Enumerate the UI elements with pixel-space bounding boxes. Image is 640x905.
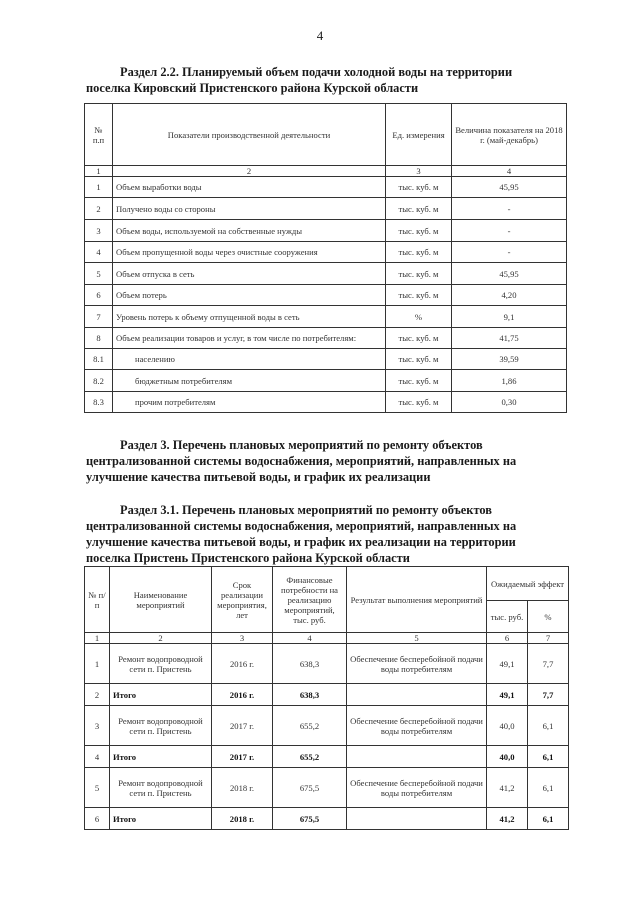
result: [347, 684, 487, 706]
row-number: 8.2: [85, 370, 113, 392]
col-number: 2: [110, 633, 212, 644]
table-header-row: [85, 104, 567, 166]
total-row: [85, 808, 569, 830]
result: [347, 808, 487, 830]
value: -: [452, 242, 567, 263]
unit: %: [386, 306, 452, 328]
finance: 675,5: [273, 808, 347, 830]
effect-pct: 6,1: [528, 706, 569, 746]
cold-water-table: [84, 103, 567, 413]
period: 2016 г.: [212, 644, 273, 684]
row-number: 2: [85, 198, 113, 220]
indicator-name: Объем воды, используемой на собственные нужды: [113, 220, 386, 242]
row-number: 8.3: [85, 392, 113, 413]
effect-rub: 49,1: [487, 684, 528, 706]
header-indicator: Показатели производственной деятельности: [113, 104, 386, 166]
measure-name: Ремонт водопроводной сети п. Пристень: [110, 768, 212, 808]
col-number: 7: [528, 633, 569, 644]
period: 2018 г.: [212, 768, 273, 808]
row-number: 1: [85, 177, 113, 198]
effect-pct: 6,1: [528, 746, 569, 768]
header-name: Наименование мероприятий: [110, 567, 212, 633]
unit: тыс. куб. м: [386, 370, 452, 392]
value: -: [452, 220, 567, 242]
title-line: Раздел 3.1. Перечень плановых мероприятий по ремонту объектов: [120, 503, 492, 517]
result: Обеспечение бесперебойной подачи воды потребителям: [347, 768, 487, 808]
row-number: 4: [85, 746, 110, 768]
header-finance: Финансовые потребности на реализацию мероприятий, тыс. руб.: [273, 567, 347, 633]
row-number: 3: [85, 706, 110, 746]
header-num: № п.п: [85, 104, 113, 166]
col-number: 5: [347, 633, 487, 644]
row-number: 5: [85, 263, 113, 285]
effect-rub: 41,2: [487, 768, 528, 808]
table-row: [85, 644, 569, 684]
value: 39,59: [452, 349, 567, 370]
indicator-name: прочим потребителям: [113, 392, 386, 413]
title-line: улучшение качества питьевой воды, и график их реализации на территории: [86, 535, 516, 549]
table-row: [85, 198, 567, 220]
table-row: [85, 242, 567, 263]
measure-name: Итого: [110, 808, 212, 830]
total-row: [85, 746, 569, 768]
total-row: [85, 684, 569, 706]
title-line: поселка Кировский Пристенского района Курской области: [86, 81, 419, 95]
unit: тыс. куб. м: [386, 242, 452, 263]
row-number: 6: [85, 808, 110, 830]
period: 2017 г.: [212, 706, 273, 746]
indicator-name: бюджетным потребителям: [113, 370, 386, 392]
table-row: [85, 328, 567, 349]
page-number: 4: [316, 28, 324, 43]
col-number: 4: [273, 633, 347, 644]
row-number: 8: [85, 328, 113, 349]
header-value: Величина показателя на 2018 г. (май-декабрь): [452, 104, 567, 166]
effect-pct: 7,7: [528, 684, 569, 706]
indicator-name: Уровень потерь к объему отпущенной воды в сеть: [113, 306, 386, 328]
title-line: поселка Пристень Пристенского района Курской области: [86, 551, 410, 565]
header-effect-pct: %: [528, 601, 569, 633]
row-number: 8.1: [85, 349, 113, 370]
table-row: [85, 349, 567, 370]
finance: 675,5: [273, 768, 347, 808]
effect-pct: 6,1: [528, 808, 569, 830]
table-row: [85, 306, 567, 328]
table-row: [85, 220, 567, 242]
col-number: 2: [113, 166, 386, 177]
header-period: Срок реализации мероприятия, лет: [212, 567, 273, 633]
repair-plan-table: [84, 566, 569, 830]
period: 2017 г.: [212, 746, 273, 768]
table-header-row: [85, 567, 569, 601]
col-number: 1: [85, 633, 110, 644]
section-3-title: [86, 437, 566, 485]
value: 45,95: [452, 263, 567, 285]
indicator-name: Объем реализации товаров и услуг, в том числе по потребителям:: [113, 328, 386, 349]
unit: тыс. куб. м: [386, 220, 452, 242]
table-row: [85, 392, 567, 413]
indicator-name: населению: [113, 349, 386, 370]
table-row: [85, 768, 569, 808]
value: 41,75: [452, 328, 567, 349]
result: Обеспечение бесперебойной подачи воды потребителям: [347, 644, 487, 684]
finance: 638,3: [273, 644, 347, 684]
row-number: 5: [85, 768, 110, 808]
unit: тыс. куб. м: [386, 349, 452, 370]
col-number: 1: [85, 166, 113, 177]
effect-rub: 41,2: [487, 808, 528, 830]
result: Обеспечение бесперебойной подачи воды потребителям: [347, 706, 487, 746]
column-number-row: [85, 166, 567, 177]
col-number: 3: [212, 633, 273, 644]
indicator-name: Объем отпуска в сеть: [113, 263, 386, 285]
value: 0,30: [452, 392, 567, 413]
table-row: [85, 285, 567, 306]
row-number: 7: [85, 306, 113, 328]
column-number-row: [85, 633, 569, 644]
title-line: централизованной системы водоснабжения, мероприятий, направленных на: [86, 519, 517, 533]
indicator-name: Объем выработки воды: [113, 177, 386, 198]
unit: тыс. куб. м: [386, 285, 452, 306]
effect-pct: 6,1: [528, 768, 569, 808]
measure-name: Ремонт водопроводной сети п. Пристень: [110, 706, 212, 746]
unit: тыс. куб. м: [386, 263, 452, 285]
header-result: Результат выполнения мероприятий: [347, 567, 487, 633]
row-number: 1: [85, 644, 110, 684]
measure-name: Ремонт водопроводной сети п. Пристень: [110, 644, 212, 684]
finance: 655,2: [273, 706, 347, 746]
effect-rub: 49,1: [487, 644, 528, 684]
section-3-1-title: [86, 502, 566, 566]
unit: тыс. куб. м: [386, 392, 452, 413]
unit: тыс. куб. м: [386, 177, 452, 198]
row-number: 4: [85, 242, 113, 263]
table-row: [85, 177, 567, 198]
measure-name: Итого: [110, 746, 212, 768]
period: 2018 г.: [212, 808, 273, 830]
table-row: [85, 370, 567, 392]
finance: 638,3: [273, 684, 347, 706]
header-effect: Ожидаемый эффект: [487, 567, 569, 601]
indicator-name: Объем потерь: [113, 285, 386, 306]
header-num: № п/п: [85, 567, 110, 633]
indicator-name: Объем пропущенной воды через очистные сооружения: [113, 242, 386, 263]
row-number: 6: [85, 285, 113, 306]
indicator-name: Получено воды со стороны: [113, 198, 386, 220]
title-line: Раздел 2.2. Планируемый объем подачи холодной воды на территории: [120, 65, 513, 79]
value: 45,95: [452, 177, 567, 198]
title-line: Раздел 3. Перечень плановых мероприятий по ремонту объектов: [120, 438, 483, 452]
row-number: 3: [85, 220, 113, 242]
table-row: [85, 706, 569, 746]
header-effect-rub: тыс. руб.: [487, 601, 528, 633]
unit: тыс. куб. м: [386, 328, 452, 349]
header-unit: Ед. измерения: [386, 104, 452, 166]
col-number: 3: [386, 166, 452, 177]
value: 4,20: [452, 285, 567, 306]
value: -: [452, 198, 567, 220]
section-2-2-title: [86, 64, 566, 96]
result: [347, 746, 487, 768]
unit: тыс. куб. м: [386, 198, 452, 220]
period: 2016 г.: [212, 684, 273, 706]
title-line: улучшение качества питьевой воды, и график их реализации: [86, 470, 431, 484]
col-number: 4: [452, 166, 567, 177]
title-line: централизованной системы водоснабжения, мероприятий, направленных на: [86, 454, 517, 468]
effect-rub: 40,0: [487, 706, 528, 746]
table-row: [85, 263, 567, 285]
effect-rub: 40,0: [487, 746, 528, 768]
col-number: 6: [487, 633, 528, 644]
value: 1,86: [452, 370, 567, 392]
row-number: 2: [85, 684, 110, 706]
value: 9,1: [452, 306, 567, 328]
finance: 655,2: [273, 746, 347, 768]
effect-pct: 7,7: [528, 644, 569, 684]
measure-name: Итого: [110, 684, 212, 706]
